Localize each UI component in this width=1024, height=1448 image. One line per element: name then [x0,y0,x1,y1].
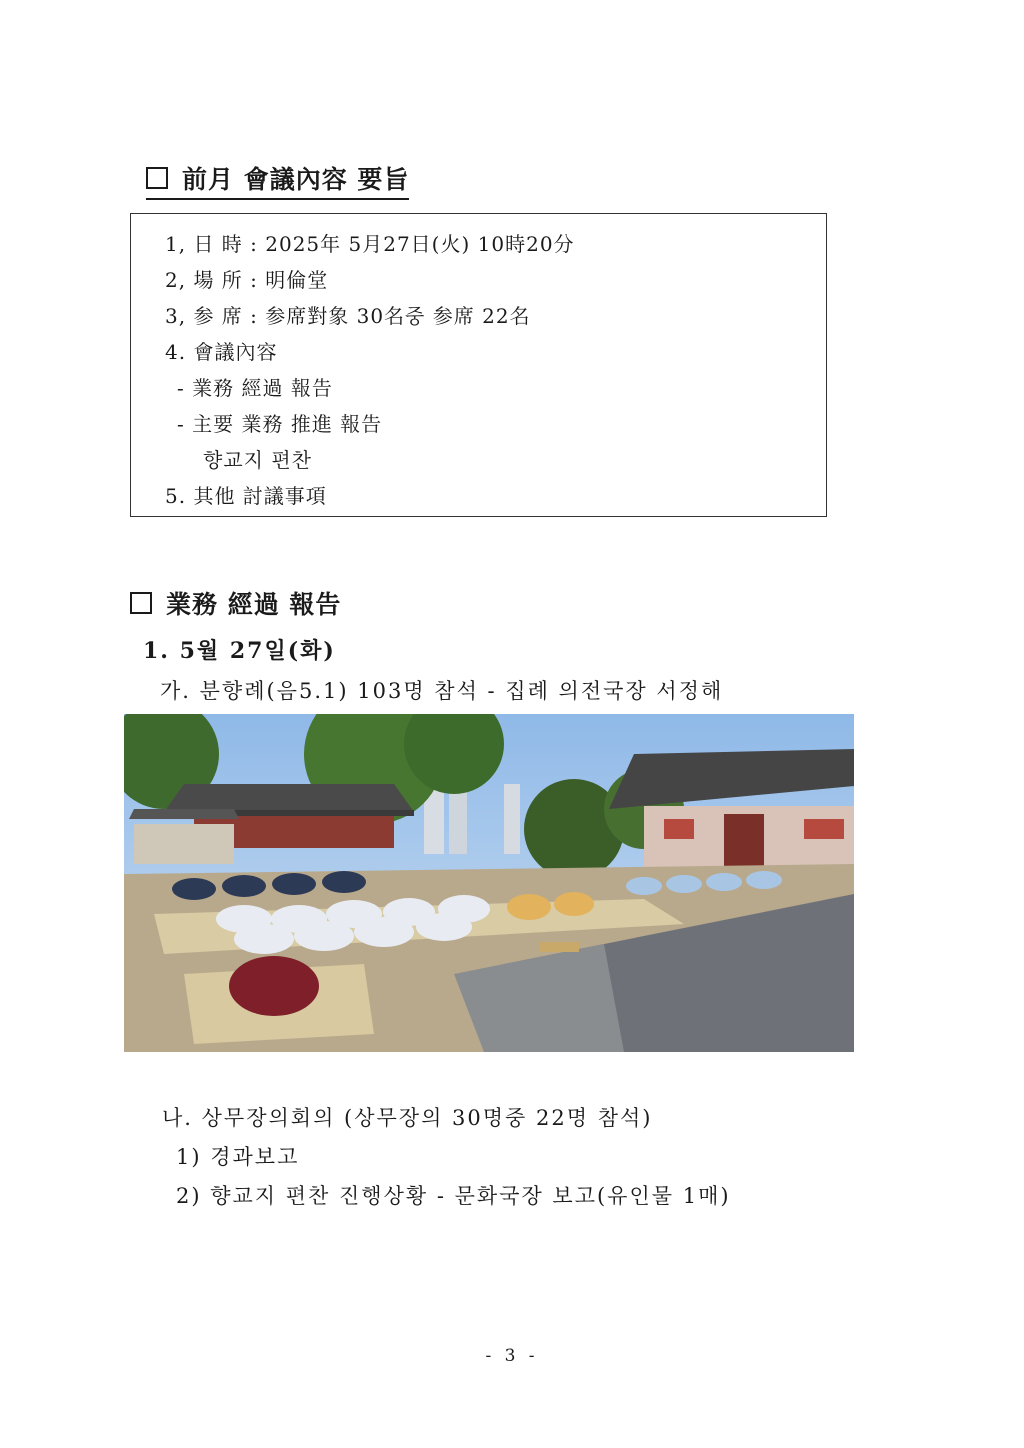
section-heading-progress-report [130,585,341,621]
checkbox-square-icon [130,592,152,614]
meeting-summary-box [130,213,827,517]
section-heading-text: 業務 經過 報告 [166,590,342,619]
summary-subitem-progress: - 業務 經過 報告 [177,376,333,400]
ceremony-photo [124,714,854,1052]
checkbox-square-icon [146,167,168,189]
summary-item-datetime: 1, 日 時 : 2025年 5月27日(火) 10時20分 [165,232,575,256]
sub-item-2: 2) 향교지 편찬 진행상황 - 문화국장 보고(유인물 1매) [176,1184,731,1208]
page-number: - 3 - [485,1346,539,1366]
summary-item-other: 5. 其他 討議事項 [165,484,327,508]
summary-item-contents: 4. 會議內容 [165,340,278,364]
sub-item-1: 1) 경과보고 [176,1145,300,1169]
summary-subitem-gazette: 향교지 편찬 [203,448,312,472]
section-heading-text: 前月 會議內容 要旨 [182,165,410,194]
summary-item-attendance: 3, 参 席 : 参席對象 30名중 参席 22名 [165,304,531,328]
date-heading: 1. 5월 27일(화) [143,638,336,664]
summary-item-place: 2, 場 所 : 明倫堂 [165,268,329,292]
summary-subitem-major: - 主要 業務 推進 報告 [177,412,383,436]
item-ga: 가. 분향례(음5.1) 103명 참석 - 집례 의전국장 서정해 [160,679,724,703]
section-heading-meeting-summary [146,160,409,200]
item-na: 나. 상무장의회의 (상무장의 30명중 22명 참석) [162,1106,653,1130]
